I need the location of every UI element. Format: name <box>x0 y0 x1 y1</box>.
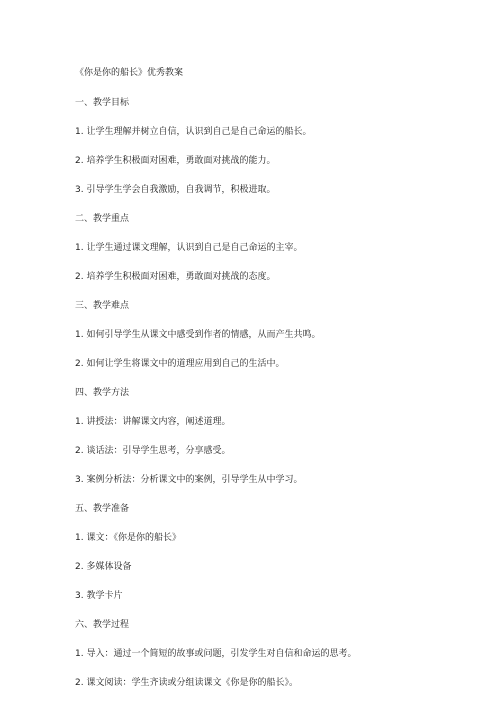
section-heading-preparation: 五、教学准备 <box>75 504 130 514</box>
document-body <box>75 67 475 706</box>
preparation-item-2: 2. 多媒体设备 <box>75 562 132 572</box>
section-heading-difficulties: 三、教学难点 <box>75 301 130 311</box>
process-item-2: 2. 课文阅读：学生齐读或分组读课文《你是你的船长》。 <box>75 678 298 688</box>
section-heading-methods: 四、教学方法 <box>75 388 130 398</box>
objective-item-1: 1. 让学生理解并树立自信，认识到自己是自己命运的船长。 <box>75 127 312 137</box>
method-item-2: 2. 谈话法：引导学生思考，分享感受。 <box>75 446 231 456</box>
section-heading-objectives: 一、教学目标 <box>75 98 130 108</box>
objective-item-2: 2. 培养学生积极面对困难，勇敢面对挑战的能力。 <box>75 156 276 166</box>
process-item-1: 1. 导入：通过一个简短的故事或问题，引发学生对自信和命运的思考。 <box>75 649 357 659</box>
preparation-item-1: 1. 课文：《你是你的船长》 <box>75 533 181 543</box>
method-item-1: 1. 讲授法：讲解课文内容，阐述道理。 <box>75 417 231 427</box>
document-title: 《你是你的船长》优秀教案 <box>75 68 184 78</box>
method-item-3: 3. 案例分析法：分析课文中的案例，引导学生从中学习。 <box>75 475 303 485</box>
objective-item-3: 3. 引导学生学会自我激励，自我调节，积极进取。 <box>75 185 276 195</box>
key-point-item-2: 2. 培养学生积极面对困难，勇敢面对挑战的态度。 <box>75 272 276 282</box>
section-heading-key-points: 二、教学重点 <box>75 214 130 224</box>
key-point-item-1: 1. 让学生通过课文理解，认识到自己是自己命运的主宰。 <box>75 243 303 253</box>
difficulty-item-2: 2. 如何让学生将课文中的道理应用到自己的生活中。 <box>75 359 285 369</box>
difficulty-item-1: 1. 如何引导学生从课文中感受到作者的情感，从而产生共鸣。 <box>75 330 321 340</box>
preparation-item-3: 3. 教学卡片 <box>75 591 123 601</box>
section-heading-process: 六、教学过程 <box>75 620 130 630</box>
